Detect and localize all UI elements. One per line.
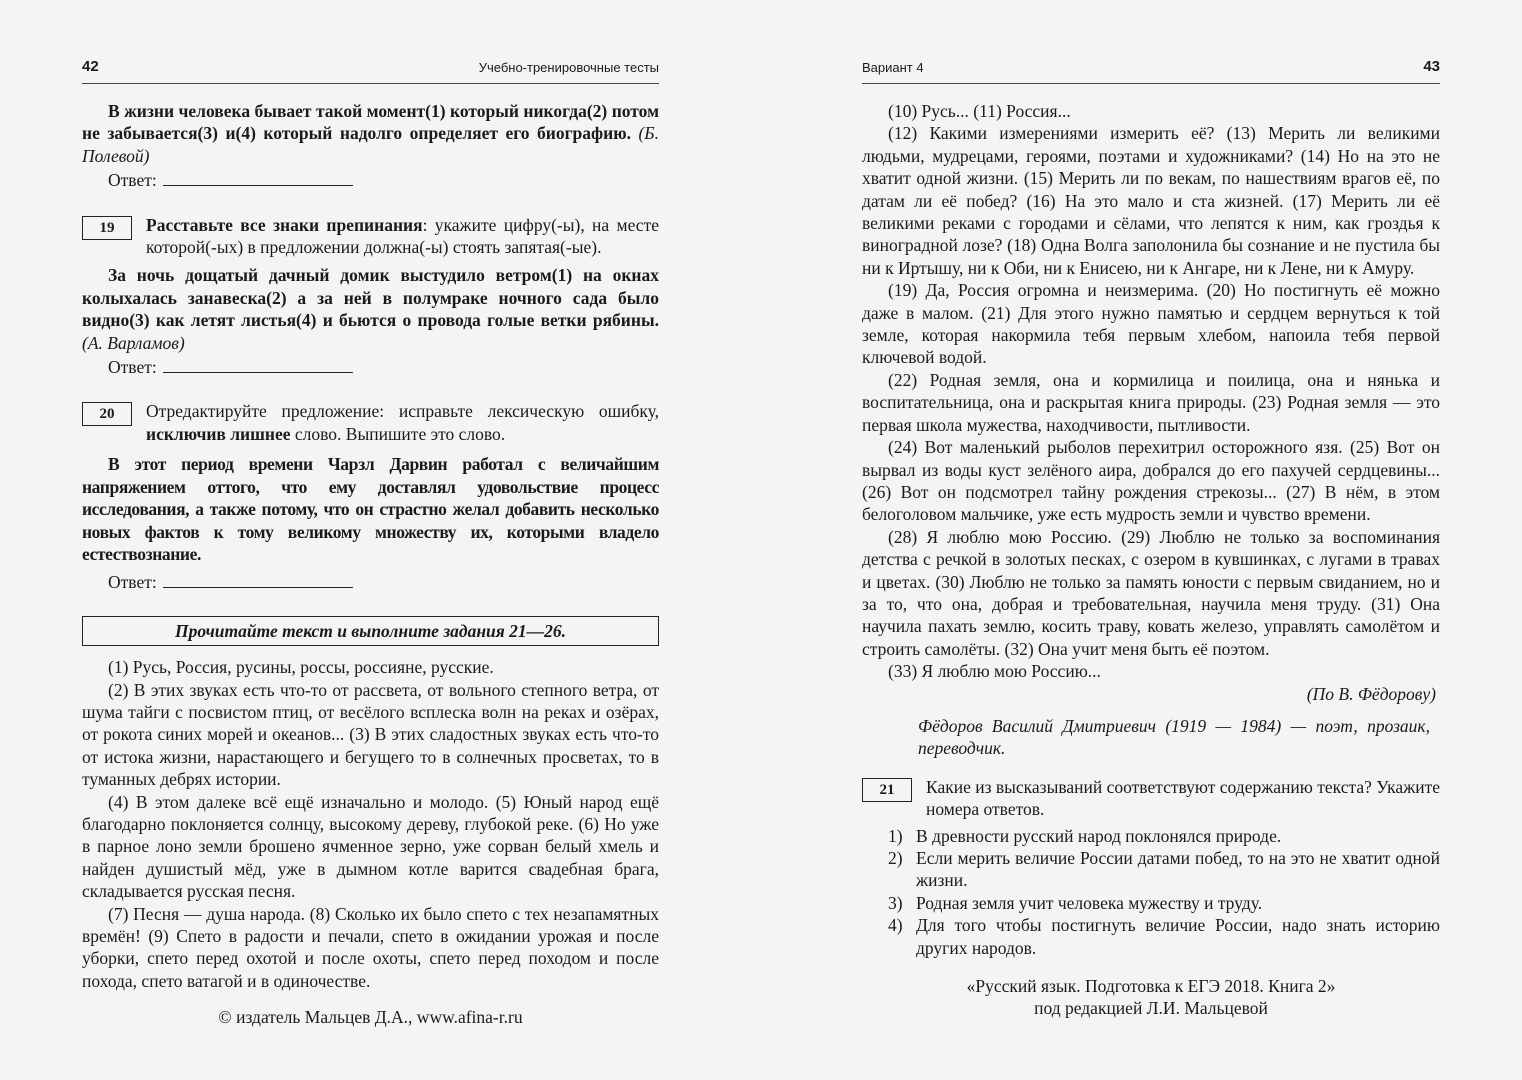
running-header	[862, 56, 1440, 84]
answer-line: Ответ:	[108, 571, 659, 593]
answer-line: Ответ:	[108, 169, 659, 191]
text-paragraph: (12) Какими измерениями измерить её? (13) Мерить ли великими людьми, мудрецами, героями, поэтами и художниками? (14) Но на это не хватит одной жизни. (15) Мерить ли по векам, по нашествиям врагов её, по датам ли её побед? (16) На это мало и ста жизней. (17) Мерить ли её великими реками с городами и сёлами, что лепятся к ним, как гроздья к виноградной лозе? (18) Одна Волга заполонила бы сознание и не пустила бы ни к Иртышу, ни к Оби, ни к Енисею, ни к Ангаре, ни к Лене, ни к Амуру.	[862, 123, 1440, 278]
right-body	[862, 100, 1440, 1020]
text-paragraph: (10) Русь... (11) Россия...	[888, 101, 1071, 121]
option-item[interactable]: 1) В древности русский народ поклонялся природе.	[888, 825, 1282, 846]
text-source: (По В. Фёдорову)	[1306, 683, 1436, 704]
text-paragraph: (28) Я люблю мою Россию. (29) Люблю не только за воспоминания детства с речкой в золотых песках, с озером в кувшинках, с лугами в травах и цветах. (30) Люблю не только за память юности с первым свиданием, но и за то, что она, добрая и требовательная, научила меня труду. (31) Она научила пахать землю, косить траву, ковать железо, управлять самолётом и строить самолёты. (32) Она учит меня быть её поэтом.	[862, 526, 1440, 659]
task-20-sentence: В этот период времени Чарзл Дарвин работал с величайшим напряжением оттого, что ему доставлял удовольствие процесс исследования, а также потому, что он страстно желал добавить несколько новых фактов к тому великому множеству их, которыми владело естествознание.	[82, 454, 659, 564]
author-note: Фёдоров Василий Дмитриевич (1919 — 1984) — поэт, прозаик, переводчик.	[918, 715, 1430, 759]
left-footer: © издатель Мальцев Д.А., www.afina-r.ru	[218, 1007, 523, 1028]
right-page	[862, 0, 1440, 1080]
task-question: Какие из высказываний соответствуют содержанию текста? Укажите номера ответов.	[926, 776, 1440, 820]
right-footer-line2: под редакцией Л.И. Мальцевой	[1034, 998, 1268, 1019]
text-paragraph: (22) Родная земля, она и кормилица и поилица, она и нянька и воспитательница, она и раскрытая книга природы. (23) Родная земля — это первая школа мужества, находчивости, пытливости.	[862, 369, 1440, 435]
text-paragraph: (33) Я люблю мою Россию...	[888, 661, 1101, 682]
running-header	[82, 56, 659, 84]
running-title: Учебно-тренировочные тесты	[478, 60, 659, 75]
text-paragraph: (1) Русь, Россия, русины, россы, россияне, русские.	[108, 657, 494, 678]
header-rule	[82, 83, 659, 84]
task-number-box: 20	[82, 402, 132, 426]
answer-blank[interactable]	[163, 358, 353, 373]
task-19-sentence: За ночь дощатый дачный домик выстудило ветром(1) на окнах колыхалась занавеска(2) а за ней в полумраке ночного сада было видно(3) как летят листья(4) и бьются о провода голые ветки рябины. (А. Варламов)	[82, 265, 659, 353]
answer-options	[862, 825, 1440, 959]
task-number-box: 19	[82, 216, 132, 240]
page-number: 43	[1423, 58, 1440, 75]
task-21	[862, 776, 1440, 821]
text-paragraph: (19) Да, Россия огромна и неизмерима. (20) Но постигнуть её можно даже в малом. (21) Для этого нужно памятью и сердцем вернуться к той земле, которая накормила тебя первым хлебом, напоила тебя первой ключевой водой.	[862, 280, 1440, 368]
answer-blank[interactable]	[163, 573, 353, 588]
text-paragraph: (2) В этих звуках есть что-то от рассвета, от вольного степного ветра, от шума тайги с посвистом птиц, от весёлого всплеска волн на реках и озёрах, от рокота синих морей и океанов... (3) В этих сладостных звуках есть что-то от истока жизни, нарастающего и бегущего то в солнечных просветах, то в туманных дебрях истории.	[82, 679, 659, 790]
task-19	[82, 214, 659, 259]
option-item[interactable]: 3) Родная земля учит человека мужеству и труду.	[888, 892, 1263, 913]
option-item[interactable]: 2) Если мерить величие России датами побед, то на это не хватит одной жизни.	[888, 848, 1440, 891]
option-item[interactable]: 4) Для того чтобы постигнуть величие России, надо знать историю других народов.	[888, 915, 1440, 958]
reading-header: Прочитайте текст и выполните задания 21—26.	[82, 616, 659, 646]
right-footer-line1: «Русский язык. Подготовка к ЕГЭ 2018. Книга 2»	[966, 976, 1336, 997]
left-page	[82, 0, 659, 1080]
text-paragraph: (24) Вот маленький рыболов перехитрил осторожного язя. (25) Вот он вырвал из воды куст зелёного аира, добрался до его пахучей сердцевины... (26) Вот он подсмотрел тайну рождения стрекозы... (27) В нём, в этом белоголовом мальчике, уже есть мудрость земли и чувство времени.	[862, 437, 1440, 525]
page-number: 42	[82, 58, 99, 75]
answer-blank[interactable]	[163, 171, 353, 186]
task-number-box: 21	[862, 778, 912, 802]
text-paragraph: (7) Песня — душа народа. (8) Сколько их было спето с тех незапамятных времён! (9) Спето в радости и печали, спето в ожидании урожая и после уборки, спето перед охотой и после охоты, спето перед походом и после похода, спето ватагой и в одиночестве.	[82, 903, 659, 991]
header-rule	[862, 83, 1440, 84]
answer-line: Ответ:	[108, 356, 659, 378]
task-20	[82, 400, 659, 445]
task-instruction: Расставьте все знаки препинания: укажите цифру(-ы), на месте которой(-ых) в предложении должна(-ы) стоять запятая(-ые).	[146, 214, 659, 258]
intro-sentence: В жизни человека бывает такой момент(1) который никогда(2) потом не забывается(3) и(4) который надолго определяет его биографию. (Б. Полевой)	[82, 101, 660, 166]
intro-author: (Б. Полевой)	[82, 123, 660, 166]
task-instruction: Отредактируйте предложение: исправьте лексическую ошибку, исключив лишнее слово. Выпишите это слово.	[146, 401, 659, 444]
running-title: Вариант 4	[862, 60, 924, 75]
left-body	[82, 100, 659, 1029]
text-paragraph: (4) В этом далеке всё ещё изначально и молодо. (5) Юный народ ещё благодарно поклоняется солнцу, высокому дереву, глубокой реке. (6) Но уже в парное лоно земли брошено ячменное зерно, уже сорван белый хмель и найден душистый мёд, уже в дымном котле варится свадебная брага, складывается русская песня.	[82, 791, 659, 902]
